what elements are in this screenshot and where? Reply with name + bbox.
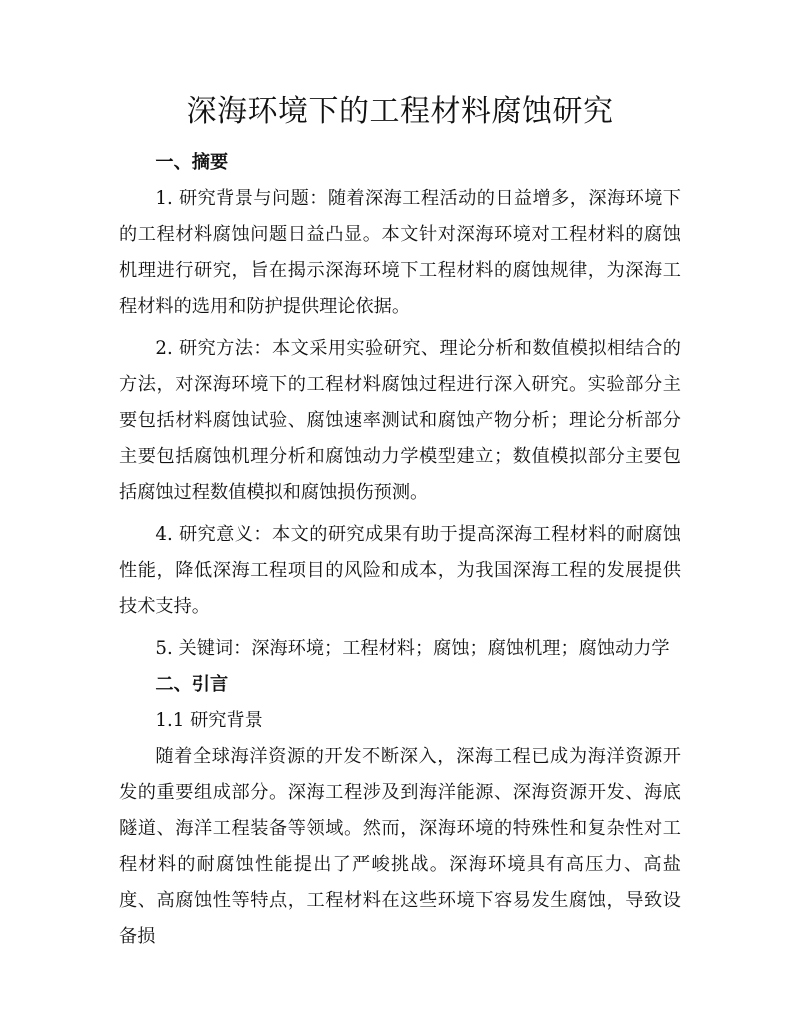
document-title: 深海环境下的工程材料腐蚀研究 <box>186 94 614 129</box>
section-heading-abstract: 一、摘要 <box>155 152 229 173</box>
paragraph-background: 1. 研究背景与问题：随着深海工程活动的日益增多，深海环境下的工程材料腐蚀问题日益凸显。本文针对深海环境对工程材料的腐蚀机理进行研究，旨在揭示深海环境下工程材料的腐蚀规律，为深海工程材料的选用和防护提供理论依据。 <box>119 188 681 317</box>
paragraph-methods: 2. 研究方法：本文采用实验研究、理论分析和数值模拟相结合的方法，对深海环境下的工程材料腐蚀过程进行深入研究。实验部分主要包括材料腐蚀试验、腐蚀速率测试和腐蚀产物分析；理论分析部分主要包括腐蚀机理分析和腐蚀动力学模型建立；数值模拟部分主要包括腐蚀过程数值模拟和腐蚀损伤预测。 <box>119 338 681 503</box>
paragraph-keywords: 5. 关键词：深海环境；工程材料；腐蚀；腐蚀机理；腐蚀动力学 <box>155 638 670 659</box>
section-heading-introduction: 二、引言 <box>155 674 229 695</box>
paragraph-intro-background: 随着全球海洋资源的开发不断深入，深海工程已成为海洋资源开发的重要组成部分。深海工程涉及到海洋能源、深海资源开发、海底隧道、海洋工程装备等领域。然而，深海环境的特殊性和复杂性对工程材料的耐腐蚀性能提出了严峻挑战。深海环境具有高压力、高盐度、高腐蚀性等特点，工程材料在这些环境下容易发生腐蚀，导致设备损 <box>119 746 681 947</box>
paragraph-significance: 4. 研究意义：本文的研究成果有助于提高深海工程材料的耐腐蚀性能，降低深海工程项目的风险和成本，为我国深海工程的发展提供技术支持。 <box>119 524 681 617</box>
subsection-heading-background: 1.1 研究背景 <box>155 710 263 731</box>
document-body <box>119 145 681 955</box>
